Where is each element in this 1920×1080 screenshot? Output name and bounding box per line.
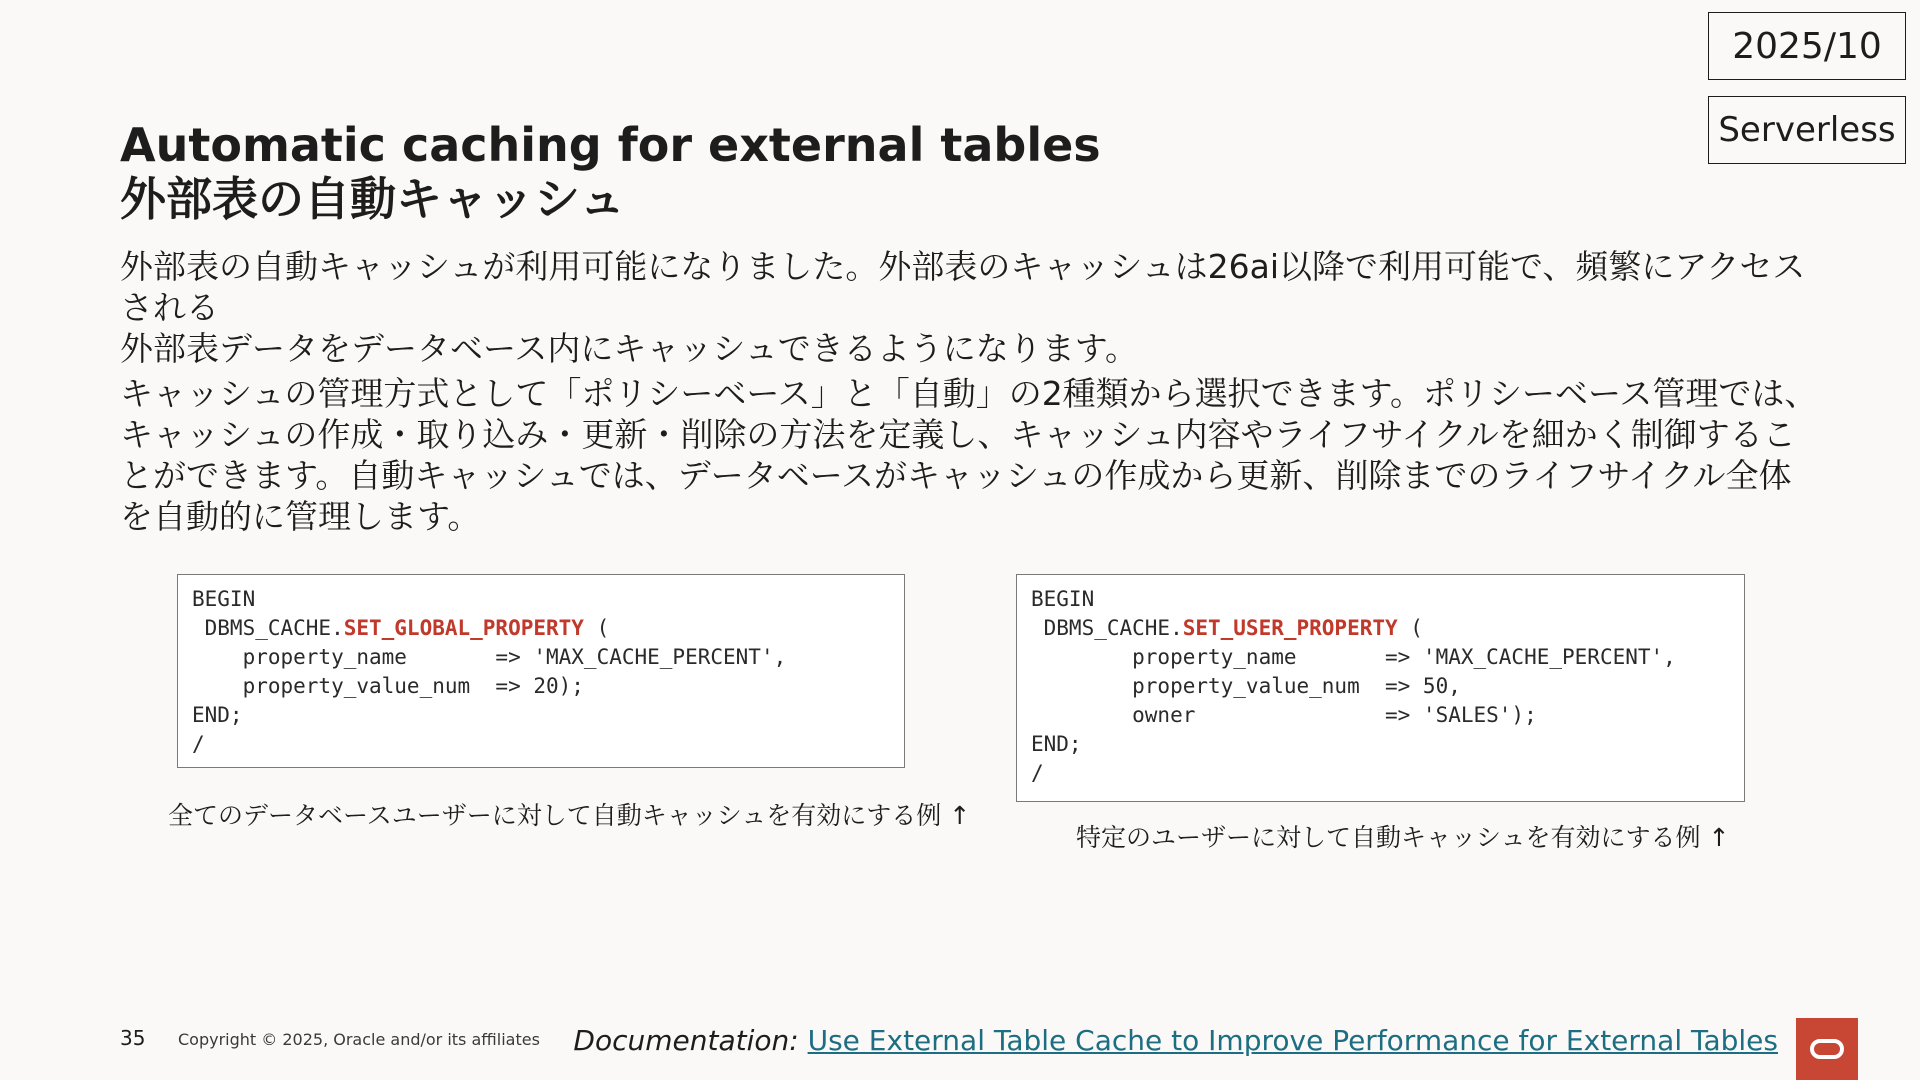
- page-number: 35: [120, 1026, 146, 1050]
- code-keyword: SET_USER_PROPERTY: [1182, 616, 1398, 640]
- date-badge: [1708, 12, 1906, 80]
- code-line: /: [192, 732, 205, 756]
- documentation-link[interactable]: Use External Table Cache to Improve Performance for External Tables: [807, 1024, 1778, 1057]
- code-line: (: [583, 616, 610, 640]
- date-badge-text: 2025/10: [1732, 25, 1882, 67]
- copyright: Copyright © 2025, Oracle and/or its affiliates: [178, 1030, 540, 1049]
- code-line: END;: [192, 703, 243, 727]
- code-line: property_name => 'MAX_CACHE_PERCENT',: [192, 645, 787, 669]
- code-line: DBMS_CACHE.: [1031, 616, 1183, 640]
- caption-global: 全てのデータベースユーザーに対して自動キャッシュを有効にする例 ↑: [168, 801, 971, 830]
- oracle-logo-icon-shape: [1809, 1038, 1845, 1060]
- code-line: property_value_num => 50,: [1031, 674, 1461, 698]
- code-line: BEGIN: [192, 587, 256, 611]
- code-line: DBMS_CACHE.: [192, 616, 344, 640]
- description-paragraph-1: [120, 246, 1820, 369]
- caption-user: 特定のユーザーに対して自動キャッシュを有効にする例 ↑: [1076, 823, 1730, 852]
- code-line: property_value_num => 20);: [192, 674, 584, 698]
- code-line: /: [1031, 761, 1044, 785]
- oracle-logo-icon: [1796, 1018, 1858, 1080]
- code-keyword: SET_GLOBAL_PROPERTY: [343, 616, 584, 640]
- code-block-global: [177, 574, 905, 768]
- code-line: BEGIN: [1031, 587, 1095, 611]
- description-paragraph-2: キャッシュの管理方式として「ポリシーベース」と「自動」の2種類から選択できます。ポリシーベース管理では、キャッシュの作成・取り込み・更新・削除の方法を定義し、キャッシュ内容やライフサイクルを細かく制御することができます。自動キャッシュでは、データベースがキャッシュの作成から更新、削除までのライフサイクル全体を自動的に管理します。: [120, 374, 1818, 536]
- documentation-reference: [573, 1024, 1778, 1057]
- description-p1-line1: 外部表の自動キャッシュが利用可能になりました。外部表のキャッシュは26ai以降で利用可能で、頻繁にアクセスされる: [120, 247, 1806, 327]
- serverless-badge: [1708, 96, 1906, 164]
- title-english: Automatic caching for external tables: [120, 118, 1101, 172]
- description: [120, 246, 1820, 541]
- code-line: owner => 'SALES');: [1031, 703, 1537, 727]
- serverless-badge-text: Serverless: [1718, 110, 1896, 150]
- code-line: END;: [1031, 732, 1082, 756]
- code-line: (: [1397, 616, 1423, 640]
- code-line: property_name => 'MAX_CACHE_PERCENT',: [1031, 645, 1676, 669]
- code-block-user: [1016, 574, 1745, 802]
- slide-title: [120, 118, 1101, 226]
- title-japanese: 外部表の自動キャッシュ: [120, 172, 626, 226]
- description-p1-line2: 外部表データをデータベース内にキャッシュできるようになります。: [120, 329, 1139, 368]
- documentation-label: Documentation:: [573, 1024, 799, 1057]
